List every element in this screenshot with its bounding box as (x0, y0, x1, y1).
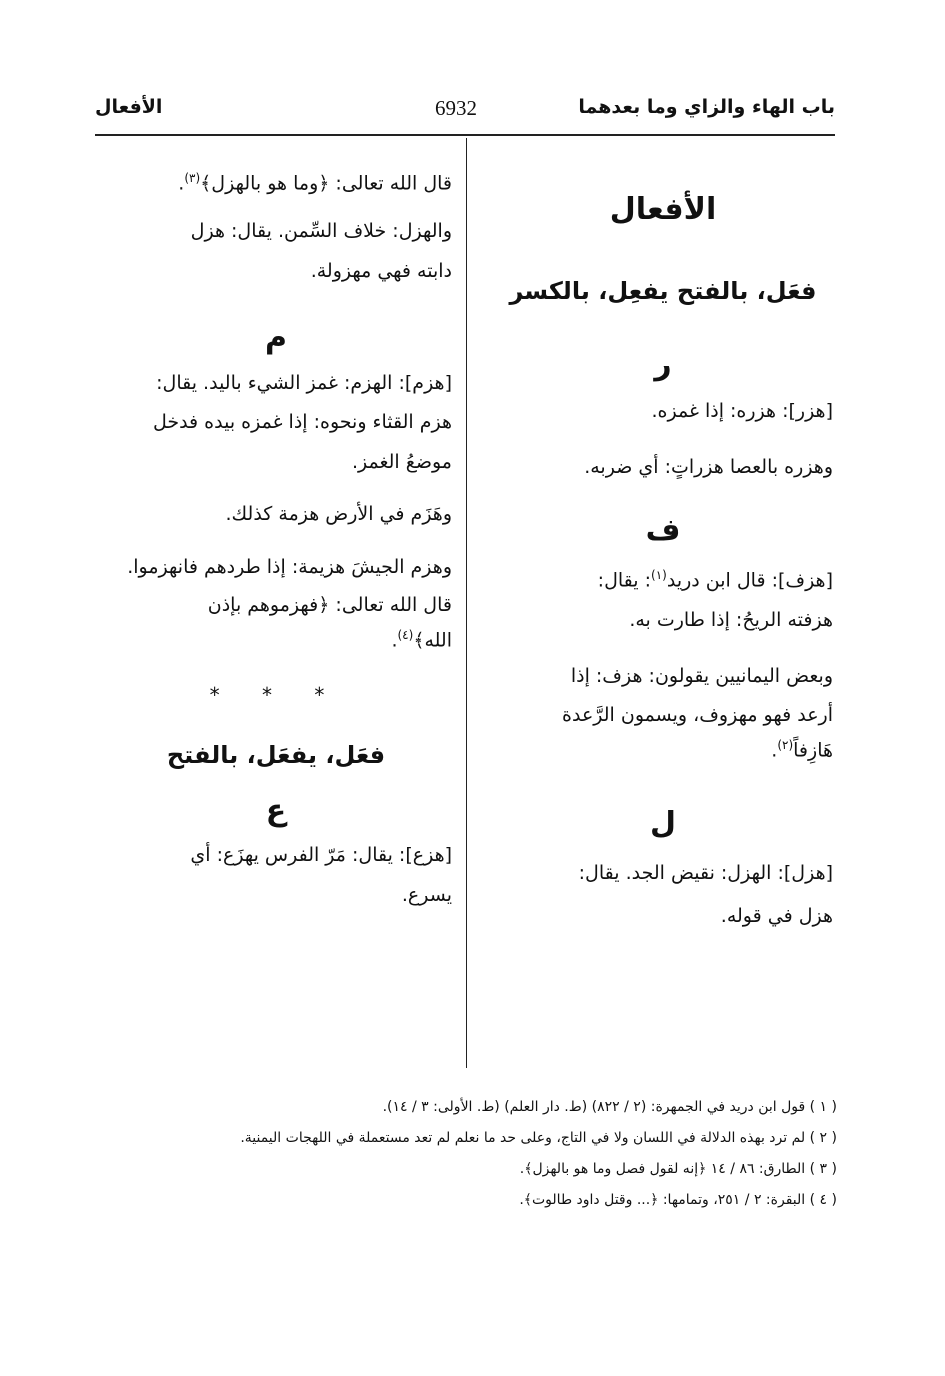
entry-hazm7-end: . (391, 628, 398, 651)
entry-hazm-line1: [هزم]: الهزم: غمز الشيء باليد. يقال: (156, 371, 452, 394)
column-divider (466, 138, 467, 1068)
entry-hazf-line4: أرعد فهو مهزوف، ويسمون الرَّعدة (562, 704, 833, 727)
entry-hazf-line5 (493, 737, 833, 764)
entry-hazm-line6: قال الله تعالى: ﴿فهزموهم بإذن (207, 593, 452, 616)
letter-heading-ain: ع (265, 792, 287, 828)
verb-pattern-title-2: فعَل، يفعَل، بالفتح (166, 740, 386, 769)
footnote-ref-2: (٢) (777, 738, 794, 753)
entry-hazm-line7 (100, 627, 452, 654)
footnote-ref-1: (١) (651, 568, 667, 583)
entry-hazr-line1: [هزر]: هزره: إذا غمزه. (651, 400, 833, 423)
verb-pattern-title: فعَل، بالفتح يفعِل، بالكسر (509, 276, 817, 305)
entry-hazaa-line2: يسرع. (401, 884, 452, 907)
quote-line (100, 170, 452, 197)
footnote-2: ( ٢ ) لم ترد بهذه الدلالة في اللسان ولا في التاج، وعلى حد ما نعلم لم تعد مستعملة في اللهجات اليمنية. (240, 1130, 837, 1146)
entry-hazf-text: [هزف]: قال ابن دريد (666, 569, 833, 592)
entry-hazf-line1 (493, 567, 833, 594)
entry-hazm-line3: موضعُ الغمز. (351, 451, 452, 474)
entry-hozl-line2: دابته فهي مهزولة. (310, 259, 452, 282)
letter-heading-f: ف (645, 512, 681, 548)
right-column (493, 150, 833, 930)
page-header (95, 96, 835, 130)
entry-hazr-line2: وهزره بالعصا هزراتٍ: أي ضربه. (584, 456, 833, 479)
entry-hazf-text-end: : يقال: (597, 569, 652, 592)
section-title: باب الهاء والزاي وما بعدهما (578, 96, 835, 118)
entry-hazf-line2: هزفته الريحُ: إذا طارت به. (629, 609, 833, 632)
left-column (100, 150, 452, 909)
entry-hazl-line2: هزل في قوله. (720, 905, 833, 928)
footnote-ref-3: (٣) (184, 171, 201, 185)
letter-heading-l: ل (649, 806, 677, 842)
entry-hazm-line5: وهزم الجيشَ هزيمة: إذا طردهم فانهزموا. (127, 556, 452, 579)
main-title: الأفعال (609, 192, 717, 227)
letter-heading-r: ر (654, 346, 672, 382)
entry-hazm-line2: هزم القثاء ونحوه: إذا غمزه بيده فدخل (152, 411, 452, 434)
entry-hazm-line4: وهَزَم في الأرض هزمة كذلك. (225, 502, 452, 525)
entry-hazf-line3: وبعض اليمانيين يقولون: هزف: إذا (570, 664, 833, 687)
entry-hazf5-end: . (771, 739, 778, 762)
quote-end: . (178, 172, 185, 195)
footnote-1: ( ١ ) قول ابن دريد في الجمهرة: (٢ / ٨٢٢) (ط. دار العلم) (ط. الأولى: ٣ / ١٤). (382, 1099, 837, 1115)
footnote-4: ( ٤ ) البقرة: ٢ / ٢٥١، وتمامها: ﴿... وقتل داود طالوت﴾. (519, 1192, 837, 1208)
entry-hazf5-text: هَازِفاً (793, 739, 833, 762)
entry-hazm7-text: الله﴾ (413, 628, 452, 651)
letter-heading-m: م (265, 320, 287, 356)
page-number: 6932 (435, 96, 477, 120)
section-separator-stars: * * * (209, 682, 343, 707)
entry-hazaa-line1: [هزع]: يقال: مَرّ الفرس يهزَع: أي (190, 844, 452, 867)
entry-hazl-line1: [هزل]: الهزل: نقيض الجد. يقال: (578, 861, 833, 884)
footnotes (107, 1092, 837, 1216)
footnote-ref-4: (٤) (397, 627, 414, 642)
quote-text: قال الله تعالى: ﴿وما هو بالهزل﴾ (200, 172, 452, 195)
header-rule (95, 134, 835, 136)
footnote-3: ( ٣ ) الطارق: ٨٦ / ١٤ ﴿إنه لقول فصل وما هو بالهزل﴾. (519, 1161, 837, 1177)
chapter-title: الأفعال (95, 96, 163, 118)
entry-hozl-line1: والهزل: خلاف السِّمن. يقال: هزل (190, 219, 452, 242)
